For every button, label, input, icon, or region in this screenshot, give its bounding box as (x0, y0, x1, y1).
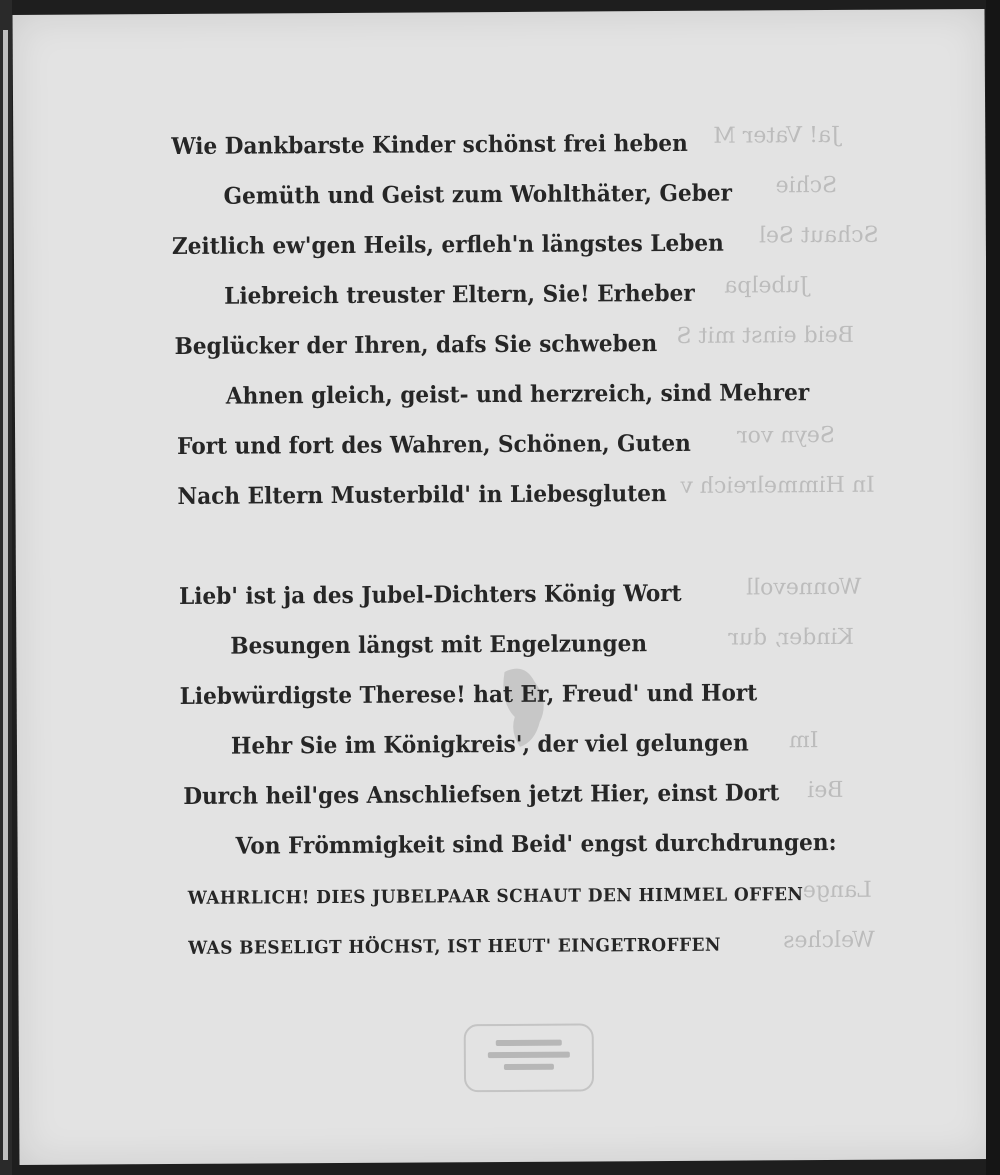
poem-line: Liebreich treuster Eltern, Sie! Erheber (224, 279, 695, 310)
bleed-line: Bei (807, 777, 844, 804)
bleed-line: Jubelpa (724, 273, 809, 299)
poem-line: Von Frömmigkeit sind Beid' engst durchdrungen: (235, 828, 837, 860)
poem-line: Beglücker der Ihren, dafs Sie schweben (174, 330, 658, 360)
poem-line: Ahnen gleich, geist- und herzreich, sind Mehrer (225, 379, 810, 410)
poem-line: Wie Dankbarste Kinder schönst frei heben (171, 129, 688, 161)
adjacent-page-sliver (3, 30, 8, 1160)
bleed-line: Im (788, 728, 819, 754)
right-page-edge (986, 0, 1000, 1175)
bleed-line: Beid einst mit S (676, 322, 854, 349)
poem-line: Liebwürdigste Therese! hat Er, Freud' und Hort (179, 679, 758, 710)
book-page (12, 9, 991, 1165)
bleed-line: Ja! Vater M (713, 122, 840, 149)
library-stamp (464, 1023, 594, 1092)
bleed-line: Schaut Sel (758, 222, 879, 249)
poem-line: Fort und fort des Wahren, Schönen, Guten (177, 429, 691, 460)
bleed-line: Kinder, dur (728, 624, 854, 651)
poem-line: Zeitlich ew'gen Heils, erfleh'n längstes Leben (171, 229, 724, 261)
closing-line: WAHRLICH! DIES JUBELPAAR SCHAUT DEN HIMMEL OFFEN (187, 884, 804, 909)
bleed-line: Schie (775, 172, 838, 199)
poem-line: Lieb' ist ja des Jubel-Dichters König Wort (178, 579, 682, 610)
closing-line: WAS BESELIGT HÖCHST, IST HEUT' EINGETROFFEN (188, 934, 721, 959)
bleed-line: Welches (783, 927, 875, 954)
poem-line: Nach Eltern Musterbild' in Liebesgluten (177, 479, 667, 510)
bleed-line: Lange (802, 877, 872, 904)
bleed-line: Wonnevoll (745, 574, 862, 601)
poem-line: Besungen längst mit Engelzungen (230, 630, 648, 660)
bleed-line: In Himmelreich v (680, 472, 875, 499)
stamp-lettering-icon (476, 1036, 582, 1081)
poem-line: Hehr Sie im Königkreis', der viel gelungen (230, 729, 749, 760)
left-page-edge (0, 0, 12, 1175)
poem-line: Durch heil'ges Anschliefsen jetzt Hier, einst Dort (183, 779, 780, 810)
poem-line: Gemüth und Geist zum Wohlthäter, Geber (223, 179, 733, 210)
bleed-line: Seyn vor (737, 422, 836, 449)
